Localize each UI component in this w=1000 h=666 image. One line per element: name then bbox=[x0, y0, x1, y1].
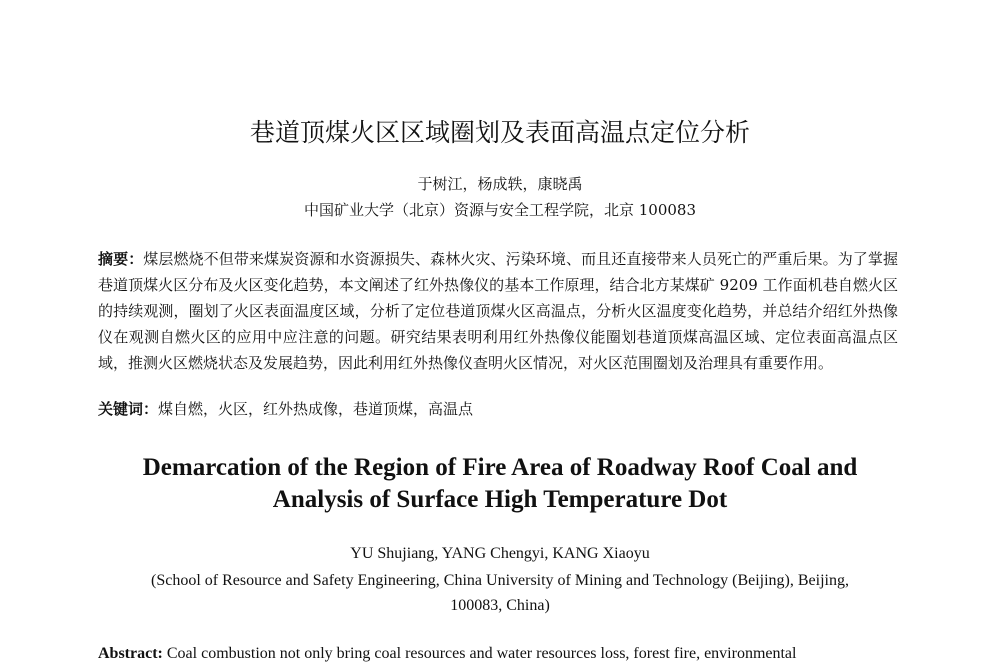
chinese-keywords-text: 煤自燃，火区，红外热成像，巷道顶煤，高温点 bbox=[158, 400, 474, 418]
chinese-keywords bbox=[98, 398, 898, 420]
english-authors: YU Shujiang, YANG Chengyi, KANG Xiaoyu bbox=[350, 545, 650, 562]
chinese-authors: 于树江，杨成轶，康晓禹 bbox=[417, 175, 583, 193]
english-abstract-label: Abstract: bbox=[98, 645, 163, 662]
english-abstract bbox=[98, 642, 898, 666]
english-title-line-2: Analysis of Surface High Temperature Dot bbox=[272, 486, 728, 513]
english-affiliation-line-2: 100083, China) bbox=[450, 597, 550, 614]
english-affiliation bbox=[100, 568, 900, 618]
chinese-affiliation: 中国矿业大学（北京）资源与安全工程学院，北京 100083 bbox=[303, 201, 697, 219]
chinese-abstract bbox=[98, 246, 898, 376]
chinese-abstract-label: 摘要： bbox=[98, 250, 144, 268]
chinese-keywords-label: 关键词： bbox=[98, 400, 159, 418]
english-abstract-text: Coal combustion not only bring coal resources and water resources loss, forest fire, environmental bbox=[162, 645, 797, 662]
chinese-title: 巷道顶煤火区区域圈划及表面高温点定位分析 bbox=[249, 118, 750, 147]
english-title-line-1: Demarcation of the Region of Fire Area of Roadway Roof Coal and bbox=[142, 454, 858, 481]
english-title bbox=[60, 452, 940, 516]
english-affiliation-line-1: (School of Resource and Safety Engineering, China University of Mining and Technology (Beijing), Beijing, bbox=[150, 572, 849, 589]
chinese-abstract-text: 煤层燃烧不但带来煤炭资源和水资源损失、森林火灾、污染环境、而且还直接带来人员死亡的严重后果。为了掌握巷道顶煤火区分布及火区变化趋势，本文阐述了红外热像仪的基本工作原理，结合北方某煤矿 9209 工作面机巷自燃火区的持续观测，圈划了火区表面温度区域，分析了定位巷道顶煤火区高温点，分析火区温度变化趋势，并总结介绍红外热像仪在观测自燃火区的应用中应注意的问题。研究结果表明利用红外热像仪能圈划巷道顶煤高温区域、定位表面高温点区域，推测火区燃烧状态及发展趋势，因此利用红外热像仪查明火区情况，对火区范围圈划及治理具有重要作用。 bbox=[98, 250, 898, 372]
